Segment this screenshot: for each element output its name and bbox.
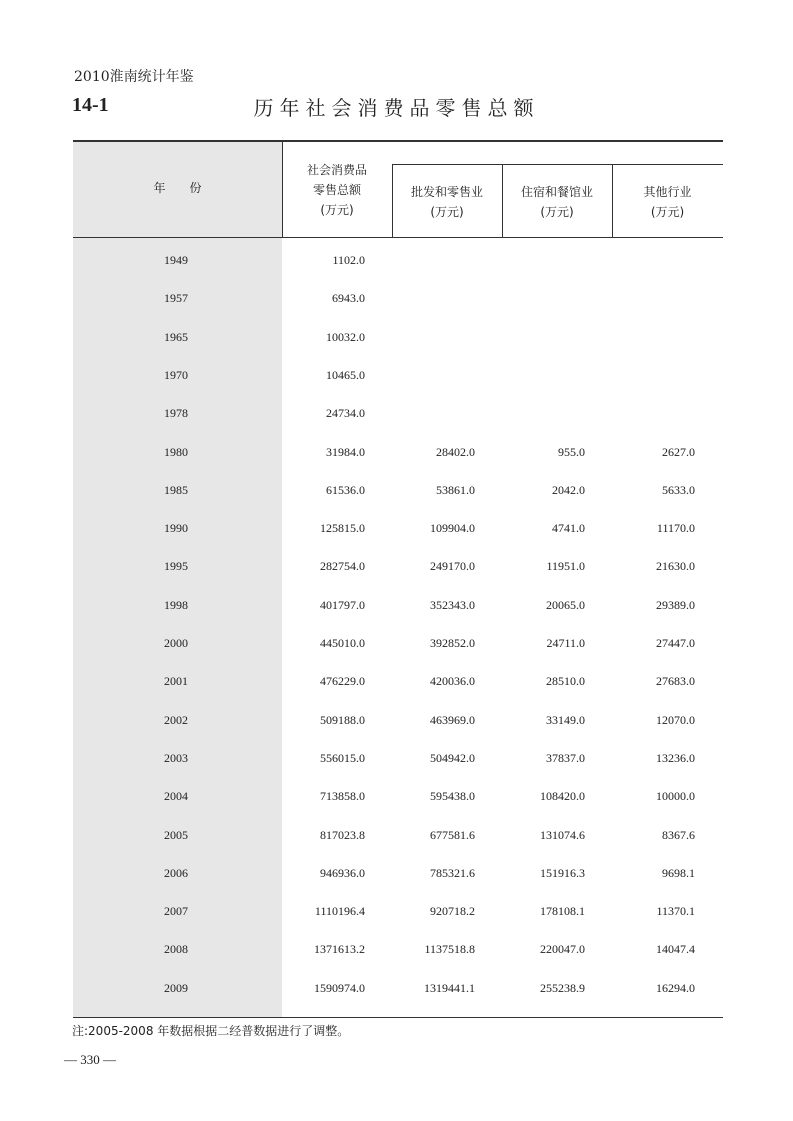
subheader-rule: [392, 164, 723, 165]
total-cell: 817023.8: [320, 827, 365, 842]
table-row: [73, 633, 723, 653]
other-cell: 16294.0: [656, 980, 695, 995]
accommodation-catering-cell: 20065.0: [546, 597, 585, 612]
table-footnote: 注:2005-2008 年数据根据二经普数据进行了调整。: [72, 1024, 350, 1038]
other-cell: 11370.1: [656, 904, 695, 919]
header-wholesale-retail: 批发和零售业 (万元): [410, 185, 483, 219]
table-row: [73, 748, 723, 768]
year-cell: 2008: [164, 942, 188, 957]
table-row: [73, 556, 723, 576]
wholesale-retail-cell: 504942.0: [430, 750, 475, 765]
wholesale-retail-cell: 109904.0: [430, 521, 475, 536]
table-row: [73, 480, 723, 500]
year-cell: 2007: [164, 904, 188, 919]
wholesale-retail-cell: 463969.0: [430, 712, 475, 727]
other-cell: 11170.0: [656, 521, 695, 536]
table-row: [73, 786, 723, 806]
accommodation-catering-cell: 178108.1: [540, 904, 585, 919]
table-row: [73, 250, 723, 270]
total-cell: 6943.0: [332, 291, 365, 306]
total-cell: 125815.0: [320, 521, 365, 536]
wholesale-retail-cell: 1319441.1: [424, 980, 475, 995]
accommodation-catering-cell: 255238.9: [540, 980, 585, 995]
wholesale-retail-cell: 352343.0: [430, 597, 475, 612]
wholesale-retail-cell: 595438.0: [430, 789, 475, 804]
table-title: 历年社会消费品零售总额: [253, 96, 540, 120]
table-row: [73, 901, 723, 921]
wholesale-retail-cell: 249170.0: [430, 559, 475, 574]
table-number: 14-1: [72, 94, 109, 116]
total-cell: 445010.0: [320, 636, 365, 650]
other-cell: 8367.6: [662, 827, 695, 842]
header-bottom-rule: [73, 237, 723, 238]
accommodation-catering-cell: 151916.3: [540, 865, 585, 880]
table-row: [73, 825, 723, 845]
table-row: [73, 939, 723, 959]
wholesale-retail-cell: 28402.0: [436, 444, 475, 459]
data-table: [73, 140, 723, 1018]
other-cell: 27447.0: [656, 636, 695, 650]
accommodation-catering-cell: 33149.0: [546, 712, 585, 727]
table-row: [73, 595, 723, 615]
accommodation-catering-cell: 24711.0: [546, 636, 585, 650]
wholesale-retail-cell: 785321.6: [430, 865, 475, 880]
total-cell: 713858.0: [320, 789, 365, 804]
year-cell: 1990: [164, 521, 188, 536]
other-cell: 29389.0: [656, 597, 695, 612]
year-cell: 2002: [164, 712, 188, 727]
total-cell: 1590974.0: [314, 980, 365, 995]
accommodation-catering-cell: 28510.0: [546, 674, 585, 689]
total-cell: 476229.0: [320, 674, 365, 689]
wholesale-retail-cell: 392852.0: [430, 636, 475, 650]
year-cell: 1980: [164, 444, 188, 459]
total-cell: 10032.0: [326, 329, 365, 344]
total-cell: 1110196.4: [314, 904, 365, 919]
year-cell: 2001: [164, 674, 188, 689]
accommodation-catering-cell: 131074.6: [540, 827, 585, 842]
accommodation-catering-cell: 2042.0: [552, 482, 585, 497]
table-row: [73, 403, 723, 423]
total-cell: 282754.0: [320, 559, 365, 574]
year-cell: 1995: [164, 559, 188, 574]
table-row: [73, 863, 723, 883]
year-cell: 1965: [164, 329, 188, 344]
header-accommodation-catering: 住宿和餐馆业 (万元): [520, 185, 593, 219]
wholesale-retail-cell: 53861.0: [436, 482, 475, 497]
total-cell: 401797.0: [320, 597, 365, 612]
year-cell: 2006: [164, 865, 188, 880]
year-cell: 2003: [164, 750, 188, 765]
other-cell: 21630.0: [656, 559, 695, 574]
wholesale-retail-cell: 677581.6: [430, 827, 475, 842]
year-cell: 1998: [164, 597, 188, 612]
table-row: [73, 327, 723, 347]
accommodation-catering-cell: 37837.0: [546, 750, 585, 765]
table-row: [73, 671, 723, 691]
accommodation-catering-cell: 108420.0: [540, 789, 585, 804]
year-cell: 1957: [164, 291, 188, 306]
year-cell: 1949: [164, 253, 188, 267]
other-cell: 5633.0: [662, 482, 695, 497]
year-cell: 1978: [164, 406, 188, 421]
total-cell: 31984.0: [326, 444, 365, 459]
wholesale-retail-cell: 420036.0: [430, 674, 475, 689]
table-row: [73, 288, 723, 308]
table-row: [73, 442, 723, 462]
year-cell: 2004: [164, 789, 188, 804]
accommodation-catering-cell: 220047.0: [540, 942, 585, 957]
year-cell: 1985: [164, 482, 188, 497]
other-cell: 10000.0: [656, 789, 695, 804]
table-row: [73, 710, 723, 730]
year-cell: 1970: [164, 367, 188, 382]
header-year: 年 份: [153, 181, 202, 195]
year-cell: 2005: [164, 827, 188, 842]
running-head: 2010淮南统计年鉴: [74, 69, 194, 85]
total-cell: 946936.0: [320, 865, 365, 880]
other-cell: 27683.0: [656, 674, 695, 689]
year-cell: 2000: [164, 636, 188, 650]
other-cell: 12070.0: [656, 712, 695, 727]
table-row: [73, 518, 723, 538]
other-cell: 14047.4: [656, 942, 695, 957]
accommodation-catering-cell: 955.0: [558, 444, 585, 459]
total-cell: 1102.0: [332, 253, 365, 267]
total-cell: 24734.0: [326, 406, 365, 421]
total-cell: 556015.0: [320, 750, 365, 765]
other-cell: 9698.1: [662, 865, 695, 880]
year-column-shading: [73, 142, 282, 1017]
total-cell: 10465.0: [326, 367, 365, 382]
total-cell: 61536.0: [326, 482, 365, 497]
year-cell: 2009: [164, 980, 188, 995]
accommodation-catering-cell: 4741.0: [552, 521, 585, 536]
table-row: [73, 365, 723, 385]
header-total-retail: 社会消费品 零售总额 (万元): [306, 163, 367, 217]
other-cell: 2627.0: [662, 444, 695, 459]
total-cell: 509188.0: [320, 712, 365, 727]
wholesale-retail-cell: 920718.2: [430, 904, 475, 919]
accommodation-catering-cell: 11951.0: [546, 559, 585, 574]
header-other-industries: 其他行业 (万元): [643, 185, 692, 219]
table-row: [73, 978, 723, 998]
page-number: — 330 —: [64, 1052, 116, 1067]
other-cell: 13236.0: [656, 750, 695, 765]
wholesale-retail-cell: 1137518.8: [424, 942, 475, 957]
total-cell: 1371613.2: [314, 942, 365, 957]
